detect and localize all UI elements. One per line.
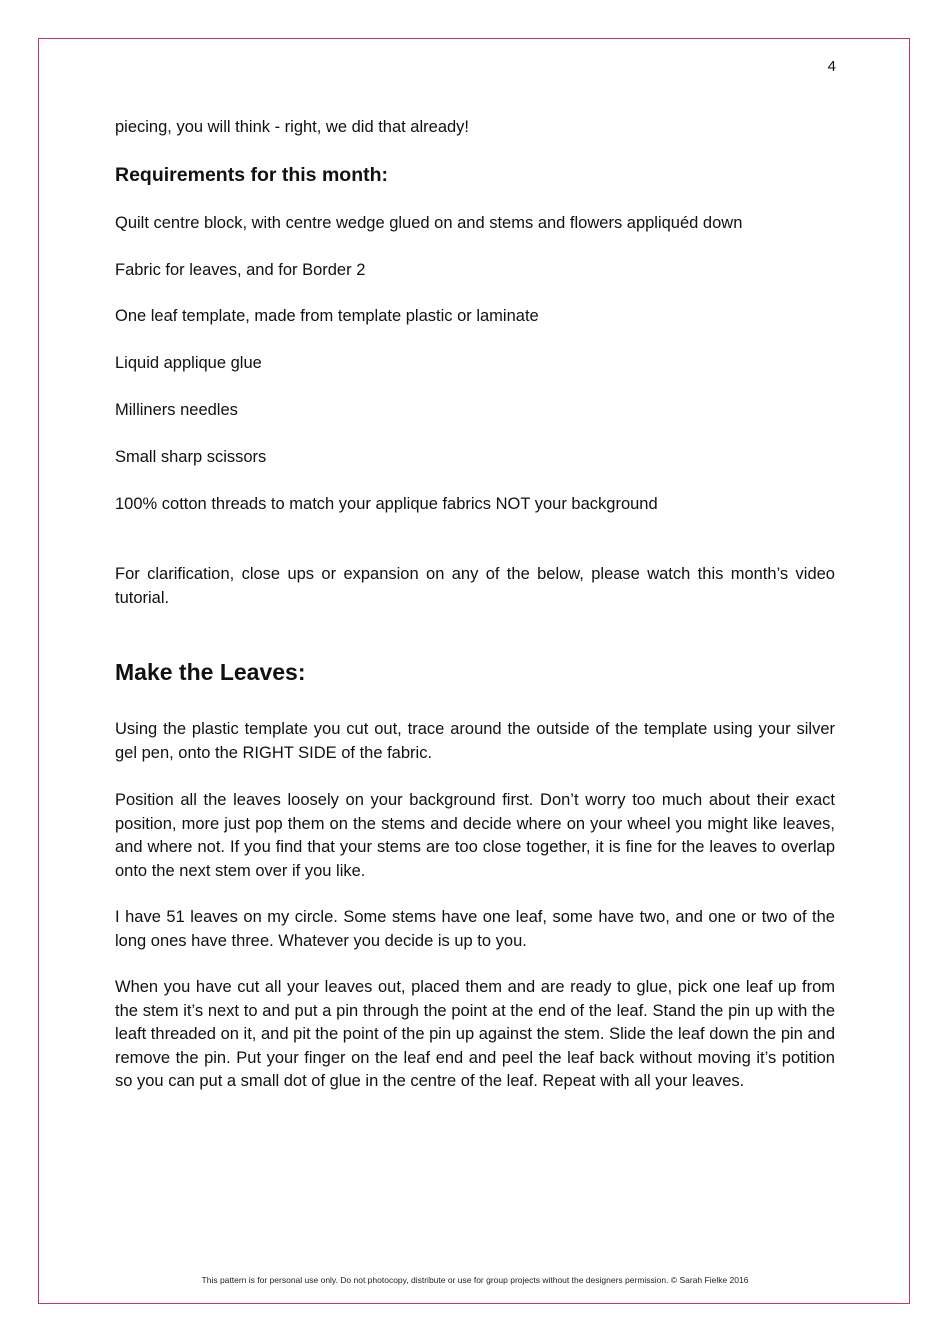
requirement-item: Milliners needles — [115, 401, 238, 419]
make-leaves-heading: Make the Leaves: — [115, 659, 306, 685]
leaves-paragraph-3: I have 51 leaves on my circle. Some stems have one leaf, some have two, and one or two of the long ones have three. Whatever you decide is up to you. — [115, 908, 835, 950]
requirement-item: 100% cotton threads to match your applique fabrics NOT your background — [115, 495, 658, 513]
copyright-footer: This pattern is for personal use only. Do not photocopy, distribute or use for group projects without the designers permission. © Sarah Fielke 2016 — [201, 1275, 749, 1285]
requirements-heading: Requirements for this month: — [115, 164, 389, 186]
leaves-paragraph-2: Position all the leaves loosely on your background first. Don’t worry too much about their exact position, more just pop them on the stems and decide where on your wheel you might like leaves, and where not. If you find that your stems are too close together, it is fine for the leaves to overlap onto the next stem over if you like. — [115, 791, 835, 880]
requirement-item: Quilt centre block, with centre wedge glued on and stems and flowers appliquéd down — [115, 214, 743, 232]
requirement-item: Liquid applique glue — [115, 354, 262, 372]
leaves-paragraph-4: When you have cut all your leaves out, placed them and are ready to glue, pick one leaf up from the stem it’s next to and put a pin through the point at the end of the leaf. Stand the pin up with the leaft threaded on it, and pit the point of the pin up against the stem. Slide the leaf down the pin and remove the pin. Put your finger on the leaf end and peel the leaf back without moving it’s potition so you can put a small dot of glue in the centre of the leaf. Repeat with all your leaves. — [115, 978, 835, 1090]
requirement-item: Fabric for leaves, and for Border 2 — [115, 261, 366, 279]
leaves-paragraph-1: Using the plastic template you cut out, trace around the outside of the template using your silver gel pen, onto the RIGHT SIDE of the fabric. — [115, 720, 835, 762]
requirement-item: Small sharp scissors — [115, 448, 267, 466]
clarification-paragraph: For clarification, close ups or expansion on any of the below, please watch this month’s video tutorial. — [115, 565, 835, 607]
requirement-item: One leaf template, made from template plastic or laminate — [115, 307, 539, 325]
page-number: 4 — [827, 58, 836, 75]
continuation-text: piecing, you will think - right, we did that already! — [115, 118, 470, 136]
